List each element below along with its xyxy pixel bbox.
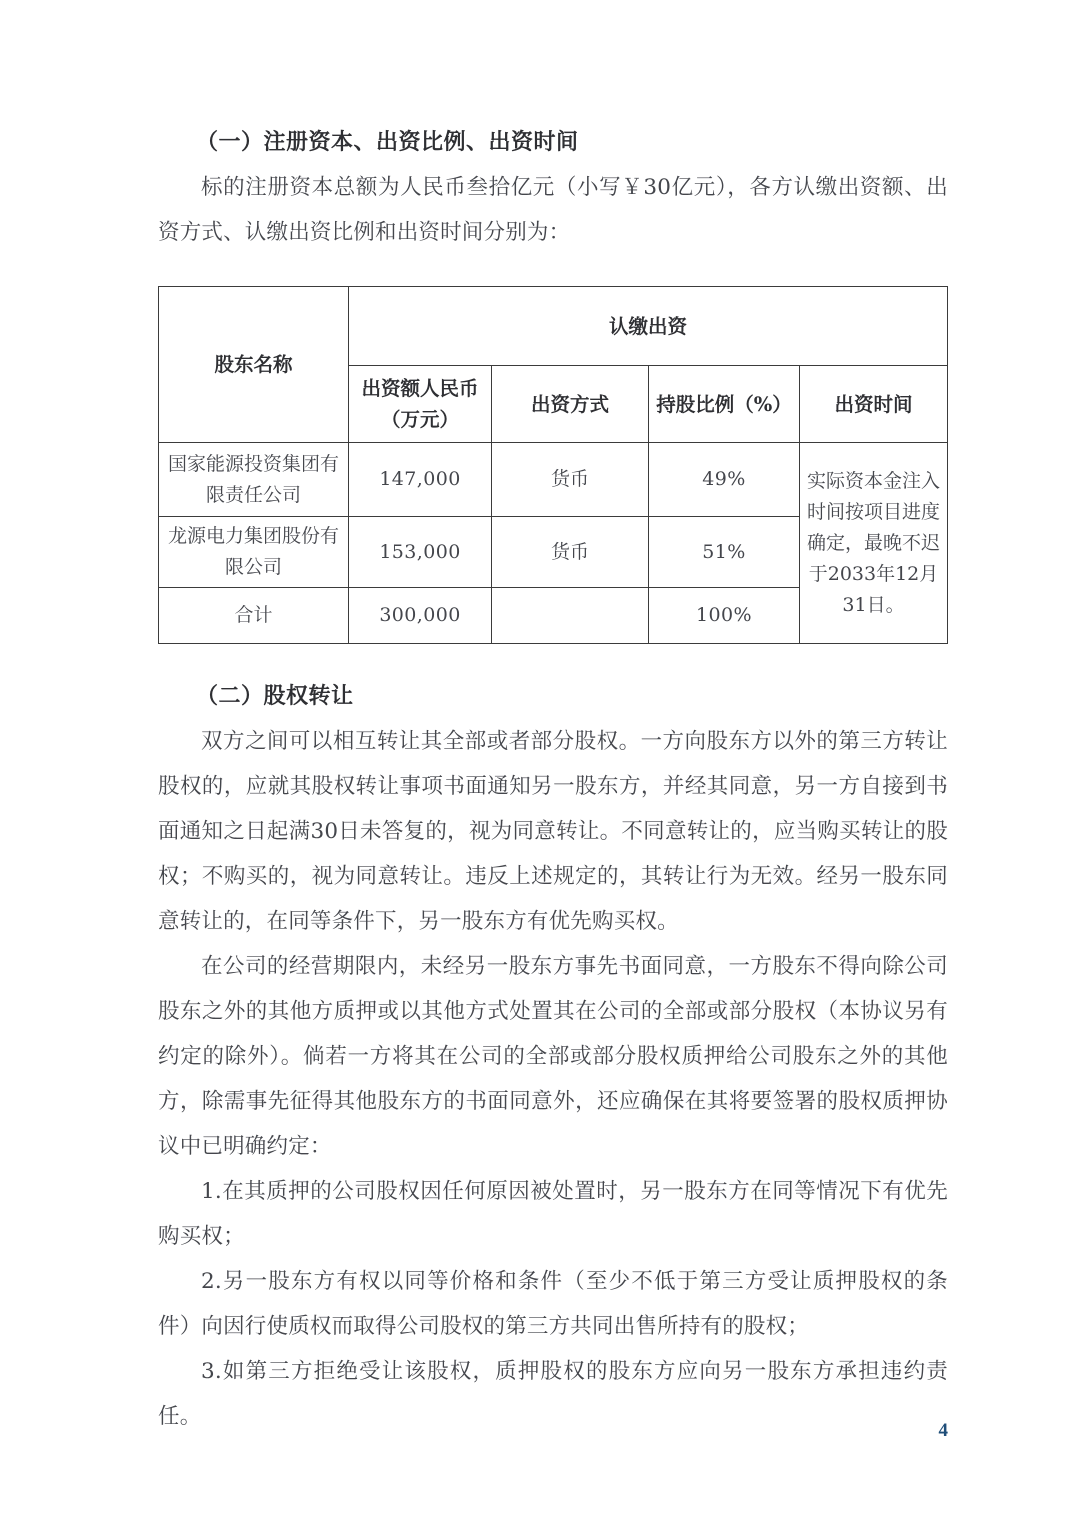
table-cell-amount: 153,000 [349, 517, 492, 588]
table-header-method: 出资方式 [492, 366, 649, 443]
pledge-list-item-1: 1.在其质押的公司股权因任何原因被处置时，另一股东方在同等情况下有优先购买权； [158, 1179, 948, 1249]
table-cell-contribution-time: 实际资本金注入时间按项目进度确定，最晚不迟于2033年12月31日。 [800, 443, 948, 644]
table-cell-total-ratio: 100% [649, 588, 800, 644]
section-heading-one: （一）注册资本、出资比例、出资时间 [196, 129, 579, 155]
transfer-paragraph-one: 双方之间可以相互转让其全部或者部分股权。一方向股东方以外的第三方转让股权的，应就其股权转让事项书面通知另一股东方，并经其同意，另一方自接到书面通知之日起满30日未答复的，视为同意转让。不同意转让的，应当购买转让的股权；不购买的，视为同意转让。违反上述规定的，其转让行为无效。经另一股东同意转让的，在同等条件下，另一股东方有优先购买权。 [158, 729, 948, 934]
capital-contribution-table [158, 286, 948, 644]
table-header-ratio: 持股比例（%） [649, 366, 800, 443]
page-number: 4 [938, 1420, 948, 1441]
table-header-amount [349, 366, 492, 443]
section-heading-two: （二）股权转让 [196, 683, 354, 709]
table-header-time: 出资时间 [800, 366, 948, 443]
top-spacer [158, 0, 948, 120]
table-cell-method: 货币 [492, 517, 649, 588]
transfer-paragraph-two: 在公司的经营期限内，未经另一股东方事先书面同意，一方股东不得向除公司股东之外的其他方质押或以其他方式处置其在公司的全部或部分股权（本协议另有约定的除外）。倘若一方将其在公司的全部或部分股权质押给公司股东之外的其他方，除需事先征得其他股东方的书面同意外，还应确保在其将要签署的股权质押协议中已明确约定： [158, 954, 948, 1159]
table-top-spacer [158, 255, 948, 286]
section-one-intro-paragraph: 标的注册资本总额为人民币叁拾亿元（小写￥30亿元），各方认缴出资额、出资方式、认缴出资比例和出资时间分别为： [158, 175, 948, 245]
table-cell-ratio: 49% [649, 443, 800, 517]
table-cell-total-label: 合计 [159, 588, 349, 644]
table-cell-method: 货币 [492, 443, 649, 517]
table-row [159, 443, 948, 517]
table-cell-total-method [492, 588, 649, 644]
table-header-amount-line1: 出资额人民币 [361, 377, 479, 400]
table-cell-total-amount: 300,000 [349, 588, 492, 644]
table-header-amount-line2: （万元） [380, 408, 459, 431]
table-header-row-group [159, 287, 948, 366]
table-header-shareholder: 股东名称 [159, 287, 349, 443]
page-content [158, 0, 948, 1439]
table-bottom-spacer [158, 644, 948, 674]
pledge-list-item-3: 3.如第三方拒绝受让该股权，质押股权的股东方应向另一股东方承担违约责任。 [158, 1359, 948, 1429]
table-cell-amount: 147,000 [349, 443, 492, 517]
table-cell-shareholder: 国家能源投资集团有限责任公司 [159, 443, 349, 517]
table-header-group-subscribed: 认缴出资 [349, 287, 948, 366]
table-cell-shareholder: 龙源电力集团股份有限公司 [159, 517, 349, 588]
table-cell-ratio: 51% [649, 517, 800, 588]
pledge-list-item-2: 2.另一股东方有权以同等价格和条件（至少不低于第三方受让质押股权的条件）向因行使质权而取得公司股权的第三方共同出售所持有的股权； [158, 1269, 948, 1339]
